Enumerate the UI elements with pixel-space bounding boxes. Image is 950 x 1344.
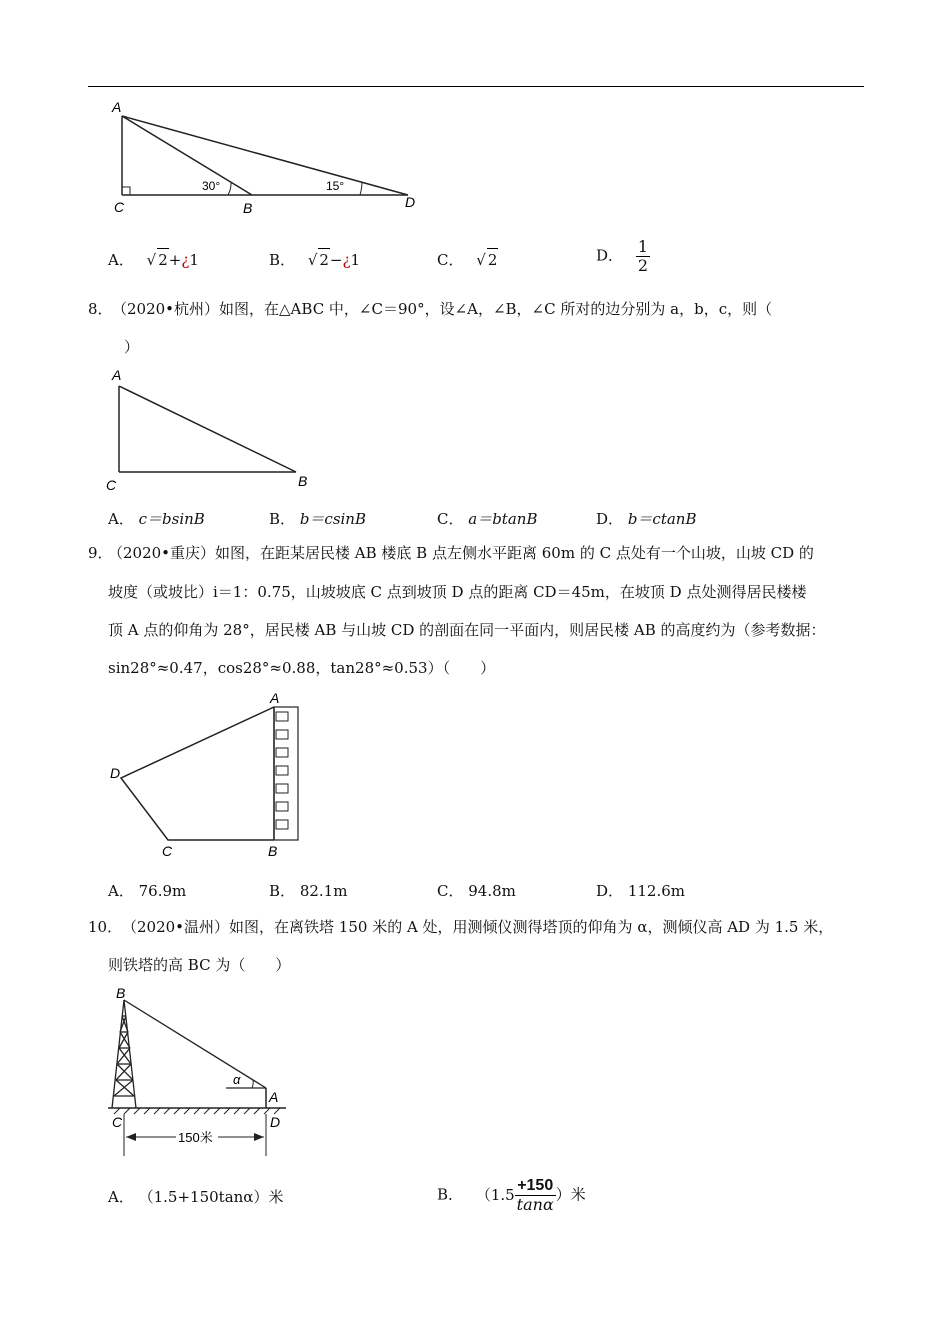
q9-stem-line2: 坡度（或坡比）i＝1：0.75，山坡坡底 C 点到坡顶 D 点的距离 CD＝45m，在坡顶 D 点处测得居民楼楼: [108, 583, 807, 601]
q7-option-d[interactable]: D． $\frac{1}{2}$: [596, 237, 648, 275]
q10-number: 10．: [88, 918, 123, 936]
q8-figure: [100, 362, 320, 497]
q10-label-a: A: [269, 1089, 279, 1105]
q10-option-a[interactable]: A． （1.5+150tanα）米: [108, 1188, 284, 1206]
q7-angle-30: 30°: [202, 179, 221, 193]
q10-option-b[interactable]: B． （1.5 $\frac{+150}{\tan\alpha}$ ）米: [437, 1177, 586, 1214]
q9-option-c[interactable]: C． 94.8m: [437, 882, 516, 900]
q9-label-a: A: [270, 690, 280, 706]
q7-label-a: A: [112, 99, 122, 115]
q9-stem-line3: 顶 A 点的仰角为 28°，居民楼 AB 与山坡 CD 的剖面在同一平面内，则居民楼 AB 的高度约为（参考数据：: [108, 621, 826, 639]
q8-option-a[interactable]: A． c＝bsinB: [108, 510, 205, 528]
q7-label-b: B: [243, 200, 253, 216]
q9-stem-line4: sin28°≈0.47，cos28°≈0.88，tan28°≈0.53）（ ）: [108, 659, 496, 677]
q10-label-c: C: [112, 1114, 123, 1130]
q8-label-b: B: [298, 473, 308, 489]
q7-angle-15: 15°: [326, 179, 345, 193]
q7-figure: [100, 95, 440, 220]
q10-figure: [100, 980, 300, 1160]
q9-number: 9．: [88, 544, 113, 562]
q7-label-c: C: [114, 199, 125, 215]
q9-label-d: D: [110, 765, 121, 781]
q8-option-d[interactable]: D． b＝ctanB: [596, 510, 697, 528]
q9-figure: [100, 690, 320, 865]
q9-option-b[interactable]: B． 82.1m: [269, 882, 348, 900]
q10-label-b: B: [116, 985, 126, 1001]
q7-option-b[interactable]: B． √ 2−¿1: [269, 248, 360, 271]
q8-stem-line1: （2020•杭州）如图，在△ABC 中，∠C＝90°，设∠A，∠B，∠C 所对的边分别为 a，b，c，则（: [112, 300, 773, 318]
q10-label-d: D: [270, 1114, 281, 1130]
q8-option-c[interactable]: C． a＝btanB: [437, 510, 538, 528]
q8-label-a: A: [112, 367, 122, 383]
q7-option-c[interactable]: C． √ 2: [437, 248, 498, 271]
q8-number: 8．: [88, 300, 113, 318]
q10-label-alpha: α: [233, 1072, 241, 1087]
q9-option-d[interactable]: D． 112.6m: [596, 882, 685, 900]
header-rule: [88, 86, 864, 87]
q10-stem-line1: （2020•温州）如图，在离铁塔 150 米的 A 处，用测倾仪测得塔顶的仰角为 α，测倾仪高 AD 为 1.5 米，: [122, 918, 834, 936]
q9-option-a[interactable]: A． 76.9m: [108, 882, 187, 900]
q7-option-a[interactable]: A． √ 2+¿1: [108, 248, 199, 271]
q10-stem-line2: 则铁塔的高 BC 为（ ）: [108, 956, 291, 974]
q7-label-d: D: [405, 194, 416, 210]
q9-label-c: C: [162, 843, 173, 859]
q10-distance-label: 150米: [178, 1130, 213, 1145]
q9-stem-line1: （2020•重庆）如图，在距某居民楼 AB 楼底 B 点左侧水平距离 60m 的 C 点处有一个山坡，山坡 CD 的: [108, 544, 814, 562]
q8-option-b[interactable]: B． b＝csinB: [269, 510, 366, 528]
q8-stem-line2: ）: [124, 338, 140, 356]
q9-label-b: B: [268, 843, 278, 859]
q8-label-c: C: [106, 477, 117, 493]
